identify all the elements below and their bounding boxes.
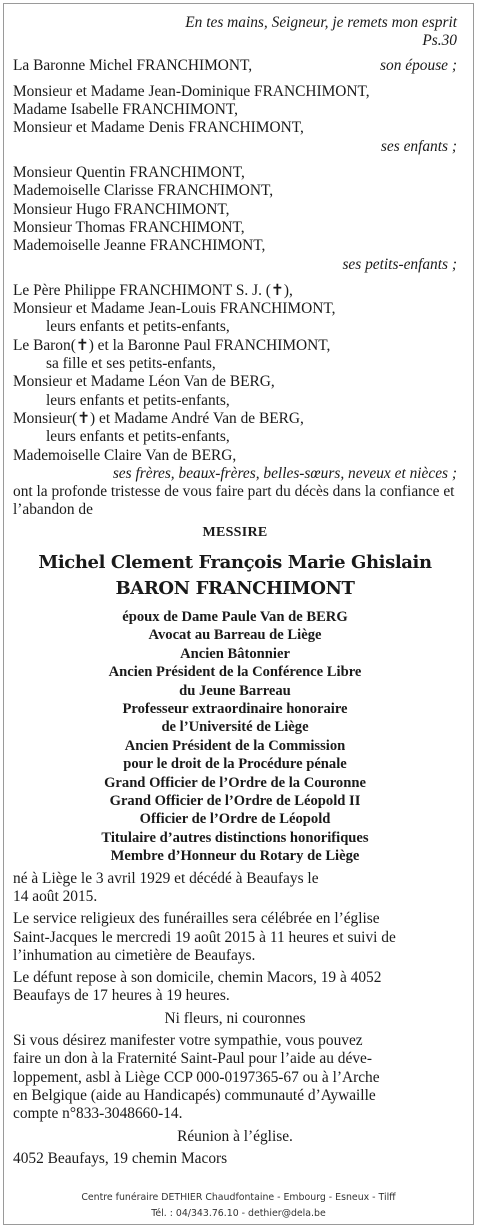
service-line: Le service religieux des funérailles sera célébrée en l’église bbox=[13, 910, 380, 928]
siblings-role: ses frères, beaux-frères, belles-sœurs, neveux et nièces ; bbox=[112, 464, 457, 482]
grandchild-name: Monsieur Quentin FRANCHIMONT, bbox=[13, 164, 245, 182]
sibling-line: leurs enfants et petits-enfants, bbox=[46, 428, 230, 446]
donation-line: loppement, asbl à Liège CCP 000-0197365-67 ou à l’Arche bbox=[13, 1068, 380, 1086]
sibling-line: Le Baron(✝) et la Baronne Paul FRANCHIMONT, bbox=[13, 336, 331, 354]
service-line: Saint-Jacques le mercredi 19 août 2015 à 11 heures et suivi de bbox=[13, 928, 396, 946]
title-line: pour le droit de la Procédure pénale bbox=[123, 756, 347, 773]
service-line: l’inhumation au cimetière de Beaufays. bbox=[13, 946, 256, 964]
repose-text bbox=[13, 969, 457, 1006]
title-line: Officier de l’Ordre de Léopold bbox=[139, 811, 331, 828]
epigraph-reference: Ps.30 bbox=[422, 32, 457, 50]
deceased-name bbox=[13, 550, 457, 602]
intro-text: ont la profonde tristesse de vous faire part du décès dans la confiance et l’abandon de bbox=[13, 483, 455, 519]
death-notice bbox=[13, 14, 457, 1168]
dates-line: né à Liège le 3 avril 1929 et décédé à Beaufays le bbox=[13, 869, 319, 887]
grandchild-name: Mademoiselle Clarisse FRANCHIMONT, bbox=[13, 182, 274, 200]
donation-line: compte n°833-3048660-14. bbox=[13, 1105, 183, 1123]
dates-line: 14 août 2015. bbox=[13, 888, 98, 905]
funeral-home-name: Centre funéraire DETHIER Chaudfontaine - Embourg - Esneux - Tilff bbox=[81, 1192, 396, 1203]
grandchild-name: Monsieur Hugo FRANCHIMONT, bbox=[13, 200, 230, 218]
repose-line: Beaufays de 17 heures à 19 heures. bbox=[13, 987, 230, 1005]
title-line: Titulaire d’autres distinctions honorifiques bbox=[101, 829, 369, 846]
sibling-line: leurs enfants et petits-enfants, bbox=[46, 391, 230, 409]
dates-text bbox=[13, 870, 457, 907]
title-line: Ancien Président de la Commission bbox=[124, 737, 346, 754]
sibling-line: leurs enfants et petits-enfants, bbox=[46, 318, 230, 336]
children-block bbox=[13, 83, 457, 156]
child-name: Madame Isabelle FRANCHIMONT, bbox=[13, 101, 238, 119]
spouse-line bbox=[13, 57, 457, 75]
deceased-given-names: Michel Clement François Marie Ghislain bbox=[38, 552, 432, 574]
sibling-line: Monsieur et Madame Jean-Louis FRANCHIMONT, bbox=[13, 300, 336, 318]
title-line: Membre d’Honneur du Rotary de Liège bbox=[110, 848, 360, 865]
sibling-line: Monsieur et Madame Léon Van de BERG, bbox=[13, 373, 275, 391]
title-line: de l’Université de Liège bbox=[161, 719, 309, 736]
donation-line: Si vous désirez manifester votre sympathie, vous pouvez bbox=[13, 1032, 363, 1050]
no-flowers-notice: Ni fleurs, ni couronnes bbox=[164, 1009, 306, 1027]
title-line: Ancien Président de la Conférence Libre bbox=[108, 664, 362, 681]
epigraph bbox=[13, 14, 457, 51]
donation-line: en Belgique (aide au Handicapés) communauté d’Aywaille bbox=[13, 1086, 376, 1104]
titles-list bbox=[13, 608, 457, 866]
service-text bbox=[13, 910, 457, 965]
repose-line: Le défunt repose à son domicile, chemin Macors, 19 à 4052 bbox=[13, 969, 382, 987]
title-line: Grand Officier de l’Ordre de la Couronne bbox=[104, 774, 366, 791]
grandchild-name: Mademoiselle Jeanne FRANCHIMONT, bbox=[13, 237, 266, 255]
address-line: 4052 Beaufays, 19 chemin Macors bbox=[13, 1149, 228, 1167]
child-name: Monsieur et Madame Denis FRANCHIMONT, bbox=[13, 119, 304, 137]
spouse-name: La Baronne Michel FRANCHIMONT, bbox=[13, 56, 253, 74]
reunion-notice: Réunion à l’église. bbox=[177, 1127, 293, 1145]
sibling-line: Mademoiselle Claire Van de BERG, bbox=[13, 446, 237, 464]
spouse-role: son épouse ; bbox=[380, 56, 457, 74]
honorific: MESSIRE bbox=[202, 524, 268, 540]
donation-line: faire un don à la Fraternité Saint-Paul pour l’aide au déve- bbox=[13, 1050, 372, 1068]
title-line: époux de Dame Paule Van de BERG bbox=[122, 609, 348, 626]
child-name: Monsieur et Madame Jean-Dominique FRANCHIMONT, bbox=[13, 82, 370, 100]
grandchild-name: Monsieur Thomas FRANCHIMONT, bbox=[13, 218, 245, 236]
funeral-home-contact: Tél. : 04/343.76.10 - dethier@dela.be bbox=[151, 1207, 326, 1219]
title-line: du Jeune Barreau bbox=[179, 682, 291, 699]
children-role: ses enfants ; bbox=[380, 137, 457, 155]
title-line: Professeur extraordinaire honoraire bbox=[122, 701, 348, 718]
funeral-home-footer bbox=[3, 1190, 474, 1221]
sibling-line: sa fille et ses petits-enfants, bbox=[46, 355, 216, 373]
siblings-block bbox=[13, 282, 457, 483]
grandchildren-role: ses petits-enfants ; bbox=[342, 255, 457, 273]
epigraph-quote: En tes mains, Seigneur, je remets mon esprit bbox=[185, 14, 457, 31]
sibling-line: Le Père Philippe FRANCHIMONT S. J. (✝), bbox=[13, 281, 293, 299]
title-line: Grand Officier de l’Ordre de Léopold II bbox=[109, 793, 361, 810]
donation-text bbox=[13, 1032, 457, 1123]
grandchildren-block bbox=[13, 164, 457, 274]
title-line: Avocat au Barreau de Liège bbox=[148, 627, 322, 644]
deceased-title-surname: BARON FRANCHIMONT bbox=[115, 578, 355, 600]
sibling-line: Monsieur(✝) et Madame André Van de BERG, bbox=[13, 409, 304, 427]
title-line: Ancien Bâtonnier bbox=[180, 645, 290, 662]
